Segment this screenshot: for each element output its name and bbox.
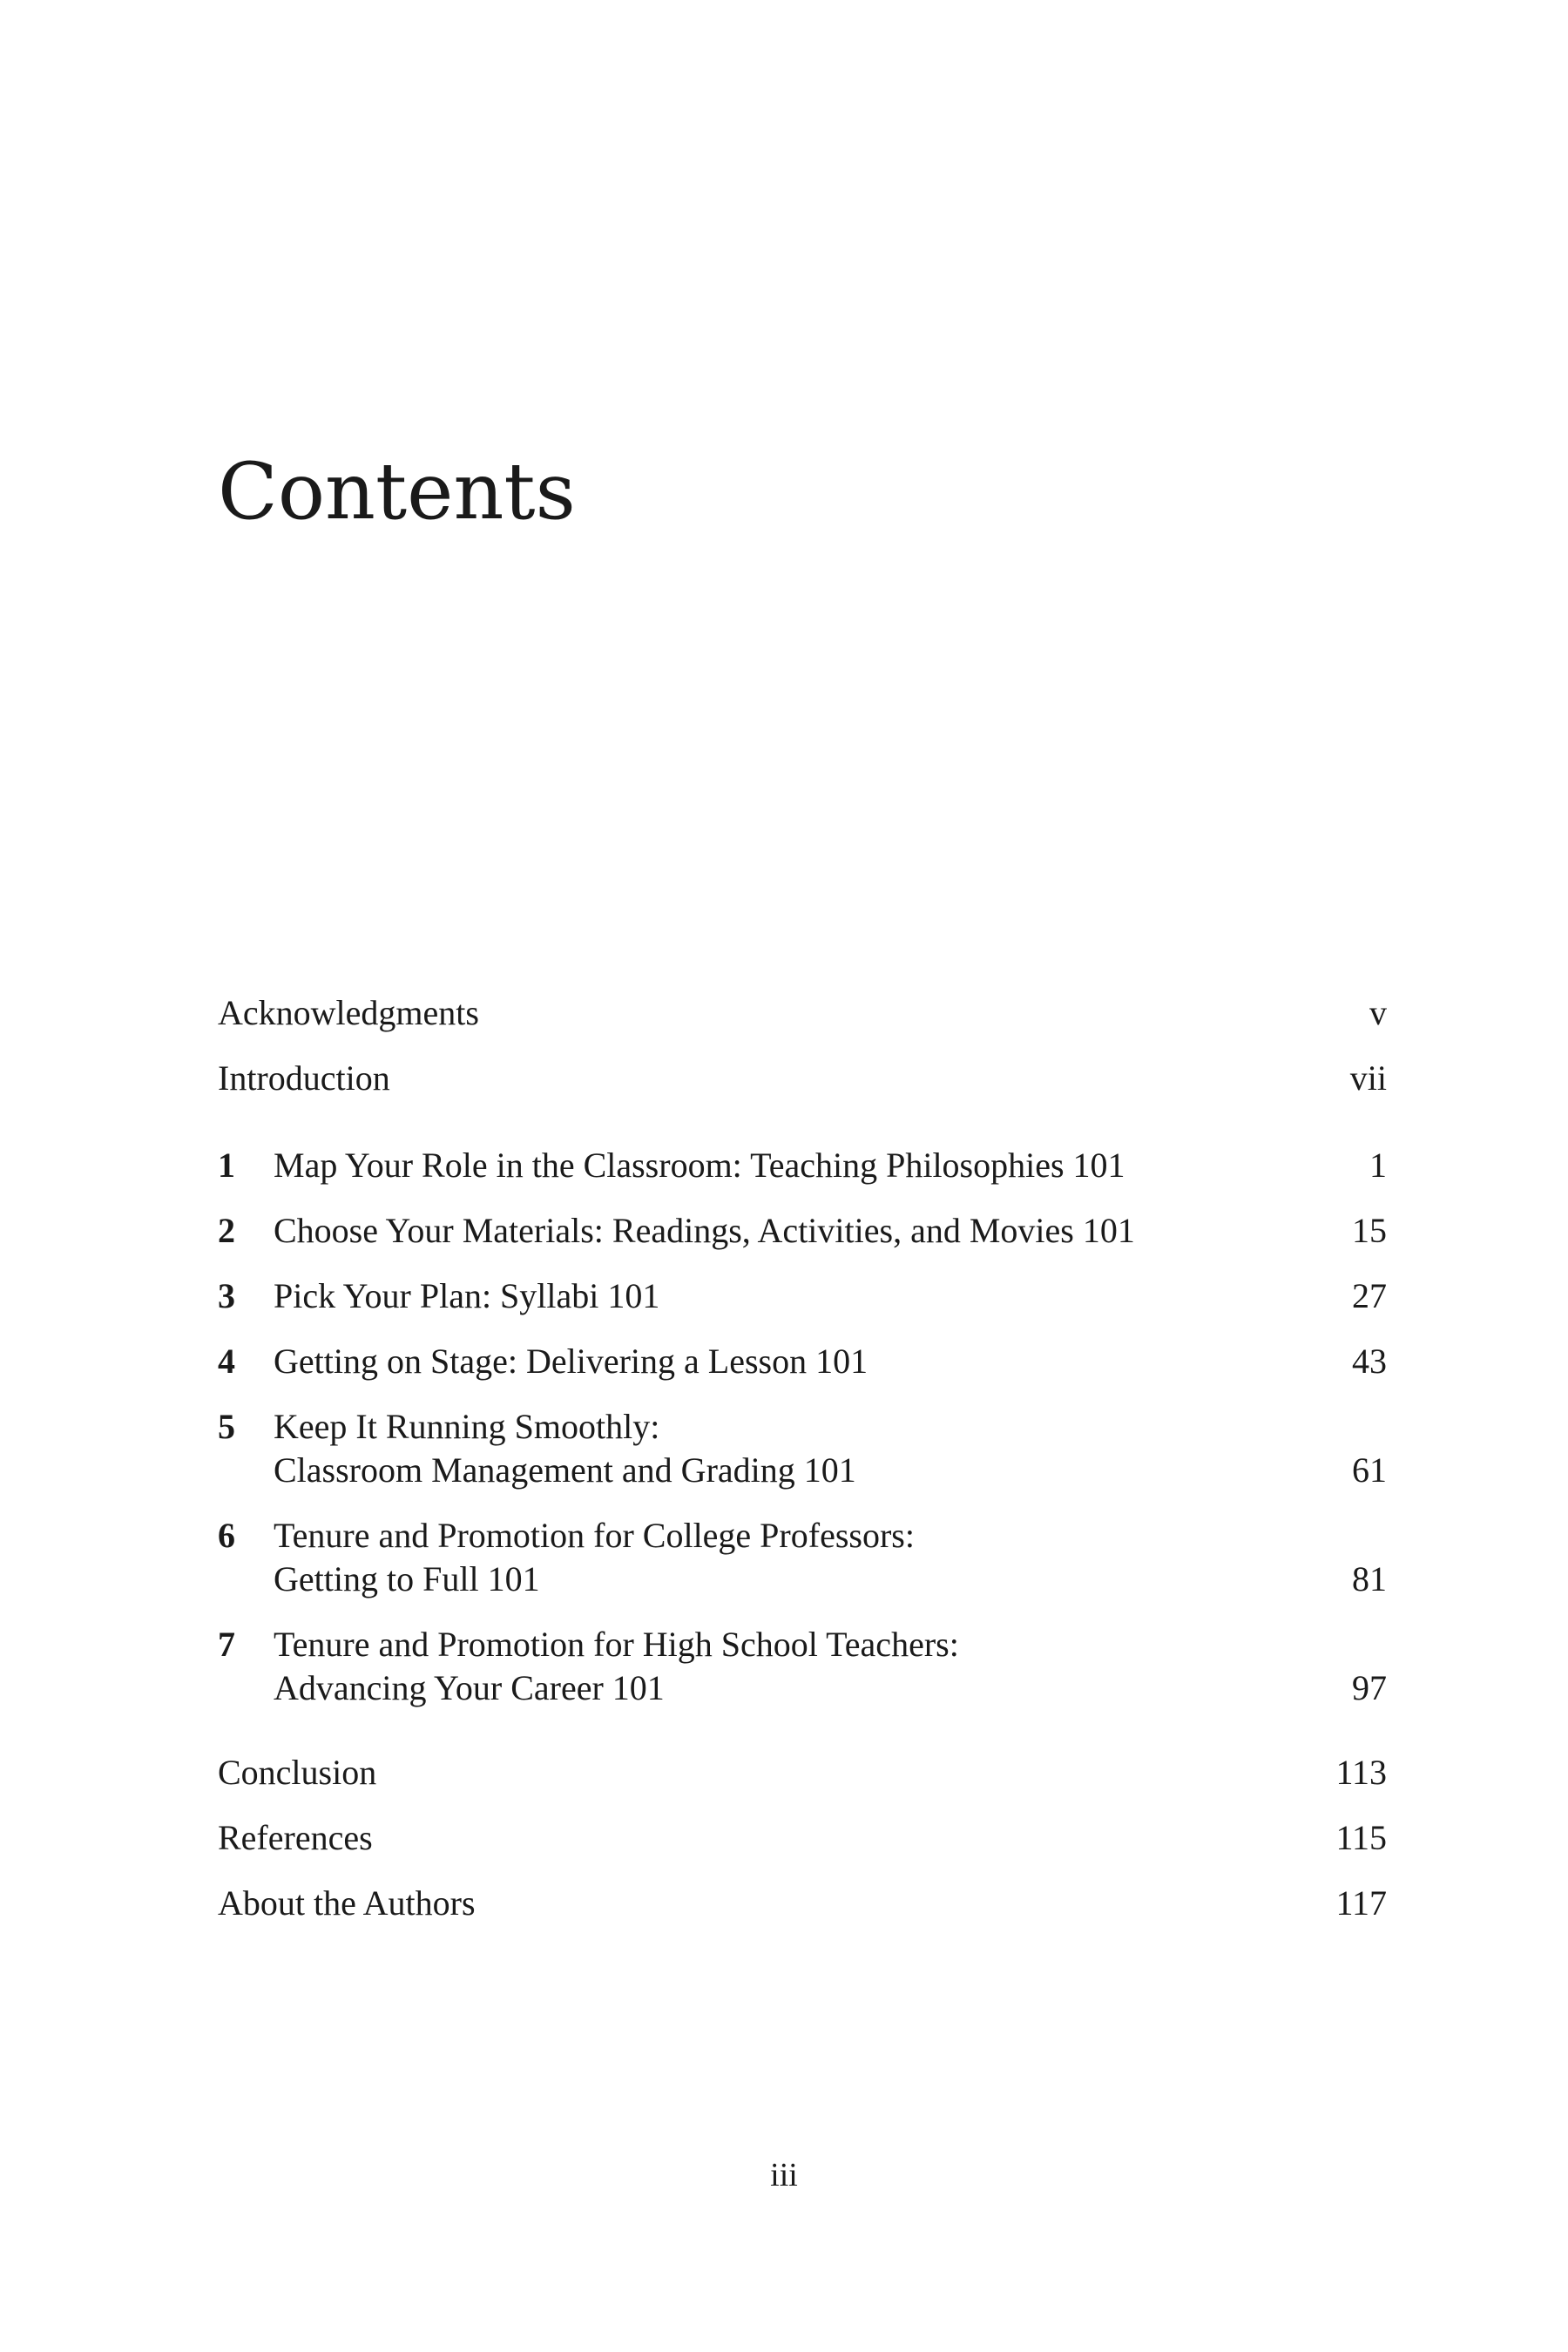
toc-entry-acknowledgments[interactable]	[218, 991, 1387, 1035]
toc-entry-page: 81	[1352, 1559, 1387, 1598]
toc-entry-chapter-5[interactable]	[218, 1405, 1387, 1492]
toc-entry-page: 117	[1335, 1883, 1387, 1923]
chapter-title	[274, 1623, 1352, 1710]
toc-entry-label: Conclusion	[218, 1753, 377, 1792]
toc-entry-chapter-6[interactable]	[218, 1514, 1387, 1601]
chapter-title: Choose Your Materials: Readings, Activities, and Movies 101	[274, 1211, 1135, 1250]
toc-entry-label: About the Authors	[218, 1883, 476, 1923]
toc-entry-page: 27	[1352, 1276, 1387, 1315]
toc-entry-label: Acknowledgments	[218, 993, 479, 1032]
toc-entry-page: 97	[1352, 1668, 1387, 1707]
page-number: iii	[770, 2157, 798, 2193]
chapter-title: Getting on Stage: Delivering a Lesson 101	[274, 1342, 868, 1381]
toc-entry-label: References	[218, 1818, 373, 1857]
chapter-number: 1	[218, 1146, 235, 1185]
chapter-title-line-2: Advancing Your Career 101	[274, 1668, 665, 1707]
toc-entry-about-the-authors[interactable]	[218, 1882, 1387, 1925]
chapter-number: 4	[218, 1342, 235, 1381]
toc-entry-conclusion[interactable]	[218, 1751, 1387, 1794]
toc-entry-chapter-3[interactable]	[218, 1274, 1387, 1318]
chapter-title-line-1: Keep It Running Smoothly:	[274, 1407, 660, 1446]
chapter-number: 3	[218, 1276, 235, 1315]
toc-entry-page: v	[1369, 993, 1387, 1032]
toc-entry-chapter-4[interactable]	[218, 1340, 1387, 1383]
chapter-title-line-1: Tenure and Promotion for College Professors:	[274, 1516, 915, 1555]
toc-entry-page: 1	[1369, 1146, 1387, 1185]
chapter-title: Pick Your Plan: Syllabi 101	[274, 1276, 660, 1315]
chapter-number: 2	[218, 1211, 235, 1250]
toc-entry-page: 61	[1352, 1450, 1387, 1490]
toc-entry-references[interactable]	[218, 1816, 1387, 1860]
chapter-title	[274, 1514, 1352, 1601]
chapter-number: 7	[218, 1625, 235, 1664]
toc-entry-page: 15	[1352, 1211, 1387, 1250]
chapter-title-line-2: Classroom Management and Grading 101	[274, 1450, 856, 1490]
toc-entry-chapter-2[interactable]	[218, 1209, 1387, 1253]
toc-entry-page: vii	[1349, 1058, 1387, 1098]
toc-entry-page: 115	[1335, 1818, 1387, 1857]
chapter-title-line-1: Tenure and Promotion for High School Teachers:	[274, 1625, 959, 1664]
toc-entry-introduction[interactable]	[218, 1057, 1387, 1100]
chapter-title-line-2: Getting to Full 101	[274, 1559, 540, 1598]
toc-entry-chapter-7[interactable]	[218, 1623, 1387, 1710]
page-title: Contents	[218, 446, 576, 537]
toc-entry-chapter-1[interactable]	[218, 1144, 1387, 1187]
toc-entry-page: 43	[1352, 1342, 1387, 1381]
chapter-number: 6	[218, 1516, 235, 1555]
chapter-title: Map Your Role in the Classroom: Teaching Philosophies 101	[274, 1146, 1125, 1185]
toc-entry-page: 113	[1335, 1753, 1387, 1792]
chapter-number: 5	[218, 1407, 235, 1446]
chapter-title	[274, 1405, 1352, 1492]
toc-entry-label: Introduction	[218, 1058, 390, 1098]
